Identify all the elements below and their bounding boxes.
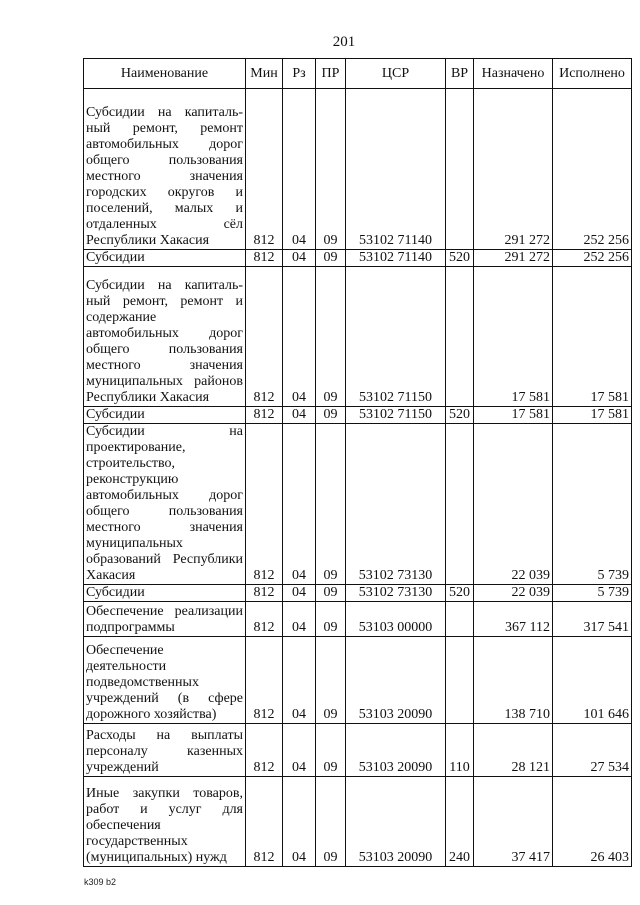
row-executed: 5 739 [553,424,632,585]
row-pr: 09 [316,637,346,724]
budget-table [83,58,632,867]
table-row [84,407,632,424]
row-vr [446,637,474,724]
row-min: 812 [246,407,283,424]
row-planned: 37 417 [474,777,553,867]
row-pr: 09 [316,585,346,602]
row-name: Иные закупки товаров, работ и услуг для обеспечения государственных (муниципальных) нужд [84,777,246,867]
row-pr: 09 [316,250,346,267]
row-planned: 22 039 [474,585,553,602]
row-min: 812 [246,267,283,407]
row-planned: 291 272 [474,250,553,267]
row-csr: 53102 71140 [346,250,446,267]
row-min: 812 [246,89,283,250]
row-pr: 09 [316,89,346,250]
row-csr: 53103 20090 [346,724,446,777]
col-header-csr: ЦСР [346,59,446,89]
row-executed: 101 646 [553,637,632,724]
row-csr: 53102 71140 [346,89,446,250]
row-planned: 28 121 [474,724,553,777]
row-executed: 252 256 [553,89,632,250]
table-row [84,777,632,867]
row-pr: 09 [316,724,346,777]
table-row [84,585,632,602]
table-row [84,267,632,407]
col-header-rz: Рз [283,59,316,89]
row-pr: 09 [316,602,346,637]
row-rz: 04 [283,89,316,250]
row-name: Расходы на выплаты персоналу казенных учреждений [84,724,246,777]
row-executed: 27 534 [553,724,632,777]
row-planned: 22 039 [474,424,553,585]
row-name: Субсидии [84,250,246,267]
col-header-executed: Исполнено [553,59,632,89]
row-csr: 53102 71150 [346,407,446,424]
table-row [84,602,632,637]
row-vr: 520 [446,250,474,267]
row-csr: 53102 73130 [346,424,446,585]
row-rz: 04 [283,585,316,602]
row-rz: 04 [283,267,316,407]
row-pr: 09 [316,267,346,407]
table-header-row [84,59,632,89]
row-min: 812 [246,637,283,724]
row-csr: 53103 00000 [346,602,446,637]
row-csr: 53103 20090 [346,637,446,724]
row-rz: 04 [283,424,316,585]
row-planned: 138 710 [474,637,553,724]
row-planned: 291 272 [474,89,553,250]
col-header-planned: Назначено [474,59,553,89]
row-csr: 53102 73130 [346,585,446,602]
row-vr: 520 [446,585,474,602]
table-row [84,724,632,777]
col-header-min: Мин [246,59,283,89]
table-row [84,250,632,267]
row-min: 812 [246,602,283,637]
col-header-vr: ВР [446,59,474,89]
row-name: Субсидии [84,407,246,424]
row-rz: 04 [283,777,316,867]
col-header-pr: ПР [316,59,346,89]
row-vr: 110 [446,724,474,777]
row-rz: 04 [283,407,316,424]
row-vr: 240 [446,777,474,867]
row-name: Субсидии на капиталь-ный ремонт, ремонт и содержание автомобильных дорог общего пользования местного значения муниципальных районов Республики Хакасия [84,267,246,407]
page-number: 201 [332,34,356,50]
row-planned: 17 581 [474,407,553,424]
row-name: Обеспечение реализации подпрограммы [84,602,246,637]
row-rz: 04 [283,602,316,637]
row-executed: 17 581 [553,407,632,424]
col-header-name: Наименование [84,59,246,89]
row-csr: 53103 20090 [346,777,446,867]
row-name: Обеспечение деятельности подведомственных учреждений (в сфере дорожного хозяйства) [84,637,246,724]
row-name: Субсидии на проектирование, строительство, реконструкцию автомобильных дорог общего пользования местного значения муниципальных образований Республики Хакасия [84,424,246,585]
row-min: 812 [246,585,283,602]
row-rz: 04 [283,250,316,267]
row-min: 812 [246,250,283,267]
row-vr [446,602,474,637]
row-executed: 317 541 [553,602,632,637]
row-planned: 367 112 [474,602,553,637]
row-executed: 17 581 [553,267,632,407]
row-min: 812 [246,724,283,777]
row-name: Субсидии на капиталь-ный ремонт, ремонт автомобильных дорог общего пользования местного значения городских округов и поселений, малых и отдаленных сёл Республики Хакасия [84,89,246,250]
row-rz: 04 [283,637,316,724]
row-vr [446,89,474,250]
table-row [84,424,632,585]
row-min: 812 [246,777,283,867]
row-rz: 04 [283,724,316,777]
row-pr: 09 [316,777,346,867]
table-row [84,637,632,724]
row-planned: 17 581 [474,267,553,407]
row-executed: 252 256 [553,250,632,267]
row-executed: 26 403 [553,777,632,867]
row-vr [446,424,474,585]
row-pr: 09 [316,424,346,585]
row-vr [446,267,474,407]
row-name: Субсидии [84,585,246,602]
row-csr: 53102 71150 [346,267,446,407]
footer-code: k309 b2 [84,877,117,887]
row-vr: 520 [446,407,474,424]
row-min: 812 [246,424,283,585]
row-executed: 5 739 [553,585,632,602]
table-row [84,89,632,250]
row-pr: 09 [316,407,346,424]
